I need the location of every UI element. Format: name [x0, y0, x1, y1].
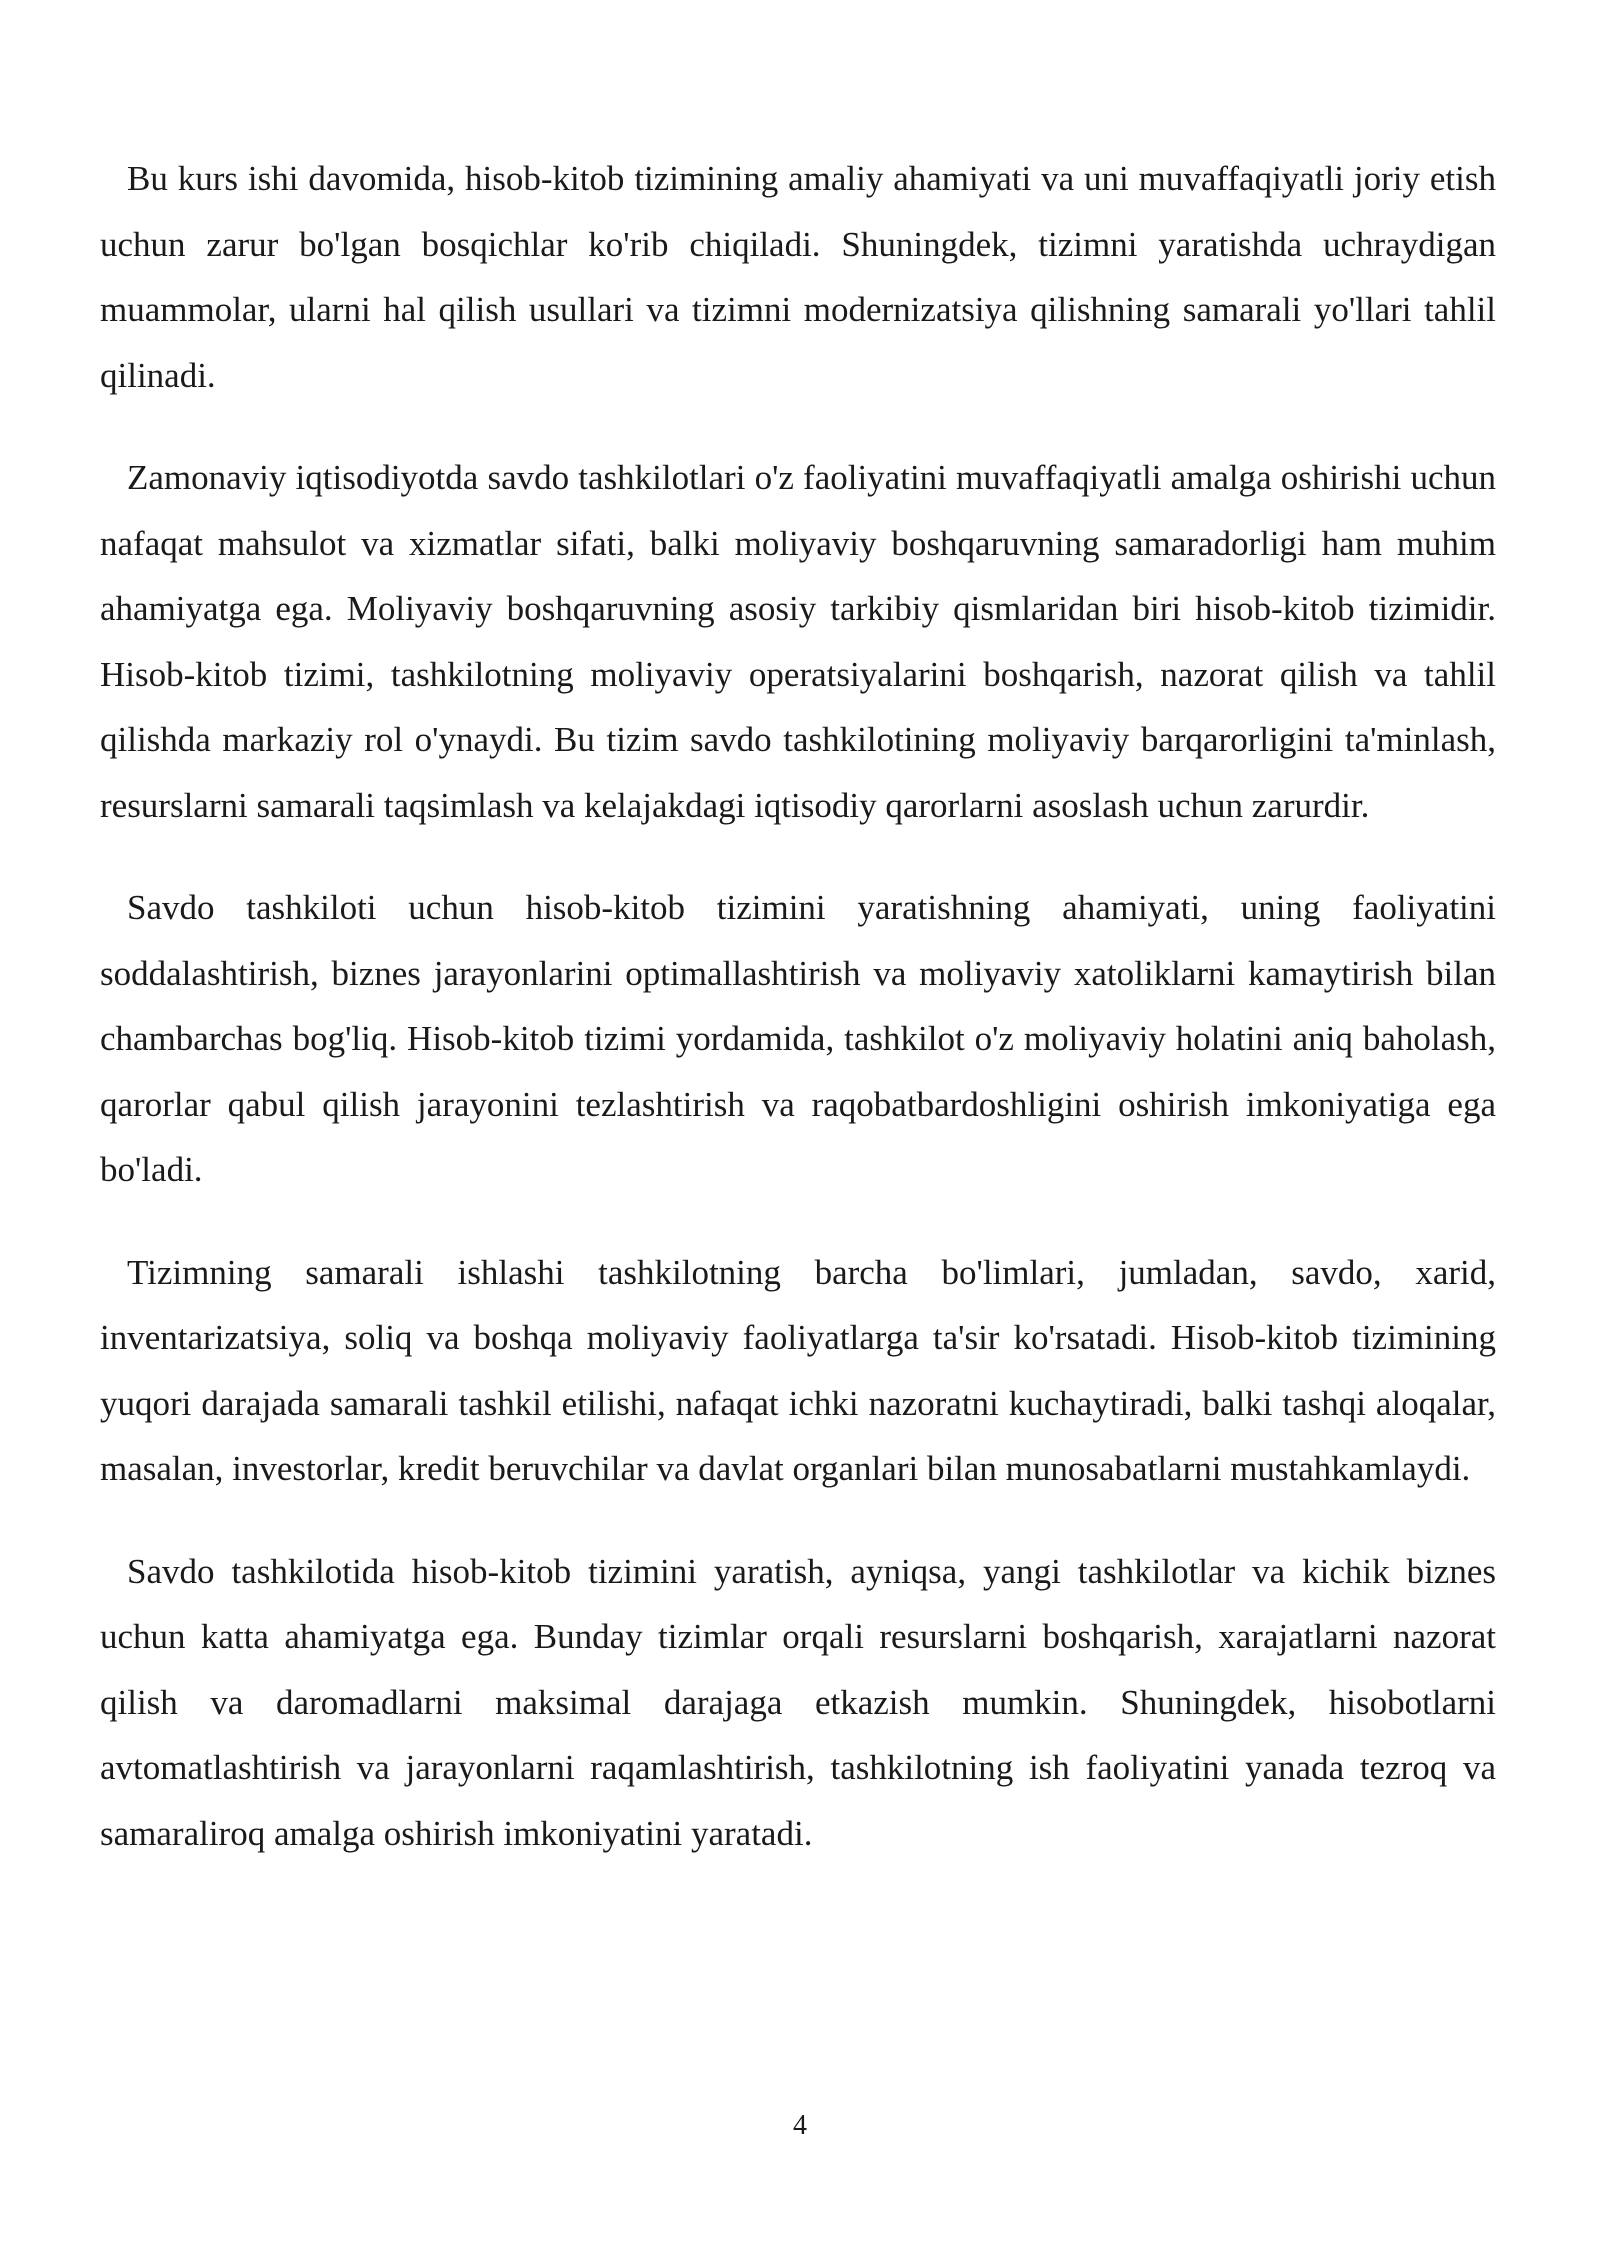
page-number: 4 — [793, 2110, 807, 2141]
page-body — [100, 146, 1496, 1903]
paragraph-3: Savdo tashkiloti uchun hisob-kitob tizimini yaratishning ahamiyati, uning faoliyatini soddalashtirish, biznes jarayonlarini optimallashtirish va moliyaviy xatoliklarni kamaytirish bilan chambarchas bog'liq. Hisob-kitob tizimi yordamida, tashkilot o'z moliyaviy holatini aniq baholash, qarorlar qabul qilish jarayonini tezlashtirish va raqobatbardoshligini oshirish imkoniyatiga ega bo'ladi. — [100, 888, 1496, 1189]
paragraph-1: Bu kurs ishi davomida, hisob-kitob tizimining amaliy ahamiyati va uni muvaffaqiyatli joriy etish uchun zarur bo'lgan bosqichlar ko'rib chiqiladi. Shuningdek, tizimni yaratishda uchraydigan muammolar, ularni hal qilish usullari va tizimni modernizatsiya qilishning samarali yo'llari tahlil qilinadi. — [100, 159, 1496, 395]
paragraph-4: Tizimning samarali ishlashi tashkilotning barcha bo'limlari, jumladan, savdo, xarid, inventarizatsiya, soliq va boshqa moliyaviy faoliyatlarga ta'sir ko'rsatadi. Hisob-kitob tizimining yuqori darajada samarali tashkil etilishi, nafaqat ichki nazoratni kuchaytiradi, balki tashqi aloqalar, masalan, investorlar, kredit beruvchilar va davlat organlari bilan munosabatlarni mustahkamlaydi. — [100, 1252, 1496, 1488]
paragraph-5: Savdo tashkilotida hisob-kitob tizimini yaratish, ayniqsa, yangi tashkilotlar va kichik biznes uchun katta ahamiyatga ega. Bunday tizimlar orqali resurslarni boshqarish, xarajatlarni nazorat qilish va daromadlarni maksimal darajaga etkazish mumkin. Shuningdek, hisobotlarni avtomatlashtirish va jarayonlarni raqamlashtirish, tashkilotning ish faoliyatini yanada tezroq va samaraliroq amalga oshirish imkoniyatini yaratadi. — [100, 1551, 1496, 1853]
paragraph-2: Zamonaviy iqtisodiyotda savdo tashkilotlari o'z faoliyatini muvaffaqiyatli amalga oshirishi uchun nafaqat mahsulot va xizmatlar sifati, balki moliyaviy boshqaruvning samaradorligi ham muhim ahamiyatga ega. Moliyaviy boshqaruvning asosiy tarkibiy qismlaridan biri hisob-kitob tizimidir. Hisob-kitob tizimi, tashkilotning moliyaviy operatsiyalarini boshqarish, nazorat qilish va tahlil qilishda markaziy rol o'ynaydi. Bu tizim savdo tashkilotining moliyaviy barqarorligini ta'minlash, resurslarni samarali taqsimlash va kelajakdagi iqtisodiy qarorlarni asoslash uchun zarurdir. — [100, 458, 1496, 825]
